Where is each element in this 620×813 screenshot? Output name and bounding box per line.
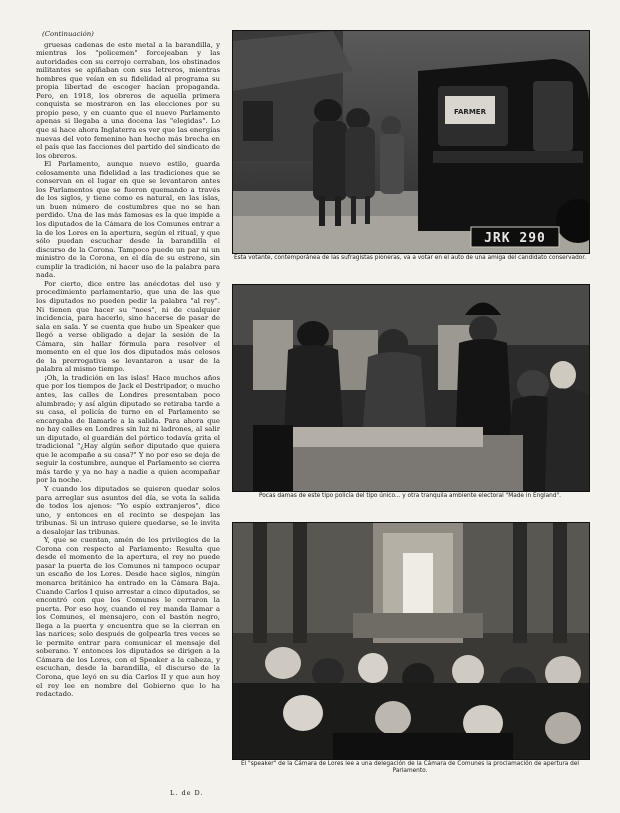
- photo-caption-3: El "speaker" de la Cámara de Lores lee a una delegación de la Cámara de Comunes la proclamación de apertura del Parlamento.: [240, 761, 580, 774]
- article-paragraph: El Parlamento, aunque nuevo estilo, guarda celosamente una fidelidad a las tradiciones que se conservan en el lugar en que se levantaron antes los Parlamentos que se fueron quemando a través de los siglos, y tiene como es natural, en las islas, un buen número de costumbres que no se han perdido. Una de las más famosas es la que impide a los diputados de la Cámara de los Comunes entrar a la de los Lores en la apertura, según el ritual, y que sólo puedan escuchar desde la barandilla el discurso de la Corona. Tampoco puede un par ni un ministro de la Corona, en el día de su estreno, sin cumplir la tradición, ni hacer uso de la palabra para nada.: [36, 160, 220, 280]
- windshield-sign-text: FARMER: [454, 108, 486, 116]
- article-paragraph: Por cierto, dice entre las anécdotas del uso y procedimiento parlamentario, que una de las que los diputados no pueden pedir la palabra "al rey". Ni tienen que hacer su "noes", ni de cualquier incidencia, para hacerlo, sino hacerse de pasar de sala en sala. Y se cuenta que hubo un Speaker que llegó a verse obligado a dejar la sesión de la Cámara, sin hallar fórmula para resolver el momento en el que los dos diputados más celosos de la prerrogativa se levantaron a usar de la palabra al mismo tiempo.: [36, 279, 220, 374]
- photo-caption-1: Esta votante, contemporánea de las sufragistas pioneras, va a votar en el auto de una amiga del candidato conservador.: [233, 255, 587, 261]
- photo-caption-2: Pocas damas de este tipo policía del tipo único... y otra tranquila ambiente electoral "Made in England".: [258, 493, 562, 499]
- license-plate-text: JRK 290: [484, 231, 546, 246]
- photo-polling-station: [232, 284, 590, 492]
- article-text-column: [36, 30, 220, 770]
- article-paragraph: ¡Oh, la tradición en las islas! Hace muchos años que por los tiempos de Jack el Destripador, o mucho antes, las calles de Londres presentaban poco alumbrado; y así algún diputado se retiraba tarde a su casa, el policía de turno en el Parlamento se encargaba de llamarle a la salida. Para ahora que no hay calles en Londres sin luz ni ladrones, al salir un diputado, el guardián del pórtico todavía grita el tradicional "¿Hay algún señor diputado que quiera que le acompañe a su casa?" Y no por eso se deja de seguir la costumbre, aunque el Parlamento se cierra más tarde y ya no hay a nadie a quien acompañar por la noche.: [36, 373, 220, 485]
- page-footer-label: L. de D.: [170, 789, 204, 797]
- photo-voter-car: [232, 30, 590, 254]
- article-paragraph: gruesas cadenas de este metal a la barandilla, y mientras los "policemen" forcejeaban y las autoridades con su cerrojo cerraban, los obstinados militantes se apiñaban con sus letreros, mientras hombres que veían en su fidelidad al programa su propia libertad de escoger hacían propaganda. Pero, en 1918, los obreros de aquella primera conquista se mostraron en las elecciones por su propio peso, y en cuanto que el nuevo Parlamento apenas si llegaba a una docena las "elegidas". Lo que si hace ahora Inglaterra es ver que las energías nuevas del voto femenino han hecho más brecha en el país que las facciones del partido del sindicato de los obreros.: [36, 40, 220, 160]
- article-paragraph: Y, que se cuentan, amén de los privilegios de la Corona con respecto al Parlamento: Resulta que desde el momento de la apertura, el rey no puede pasar la puerta de los Comunes ni tampoco ocupar un escaño de los Lores. Desde hace siglos, ningún monarca británico ha entrado en la Cámara Baja. Cuando Carlos I quiso arrestar a cinco diputados, se encontró con que los Comunes le cerraron la puerta. Por eso hoy, cuando el rey manda llamar a los Comunes, el mensajero, con el bastón negro, llega a la puerta y encuentra que se la cierran en las narices; solo después de golpearla tres veces se le permite entrar para comunicar el mensaje del soberano. Y entonces los diputados se dirigen a la Cámara de los Lores, con el Speaker a la cabeza, y escuchan, desde la barandilla, el discurso de la Corona, que leyó en su día Carlos II y que aun hoy el rey lee en nombre del Gobierno que lo ha redactado.: [36, 536, 220, 699]
- continuation-marker: (Continuación): [42, 30, 94, 38]
- article-paragraph: Y cuando los diputados se quieren quedar solos para arreglar sus asuntos del día, se vota la salida de todos los ajenos: "Yo espío extranjeros", dice uno, y entonces en el recinto se despejan las tribunas. Si un intruso quiere quedarse, se le invita a desalojar las tribunas.: [36, 484, 220, 536]
- photo-house-of-lords: [232, 522, 590, 760]
